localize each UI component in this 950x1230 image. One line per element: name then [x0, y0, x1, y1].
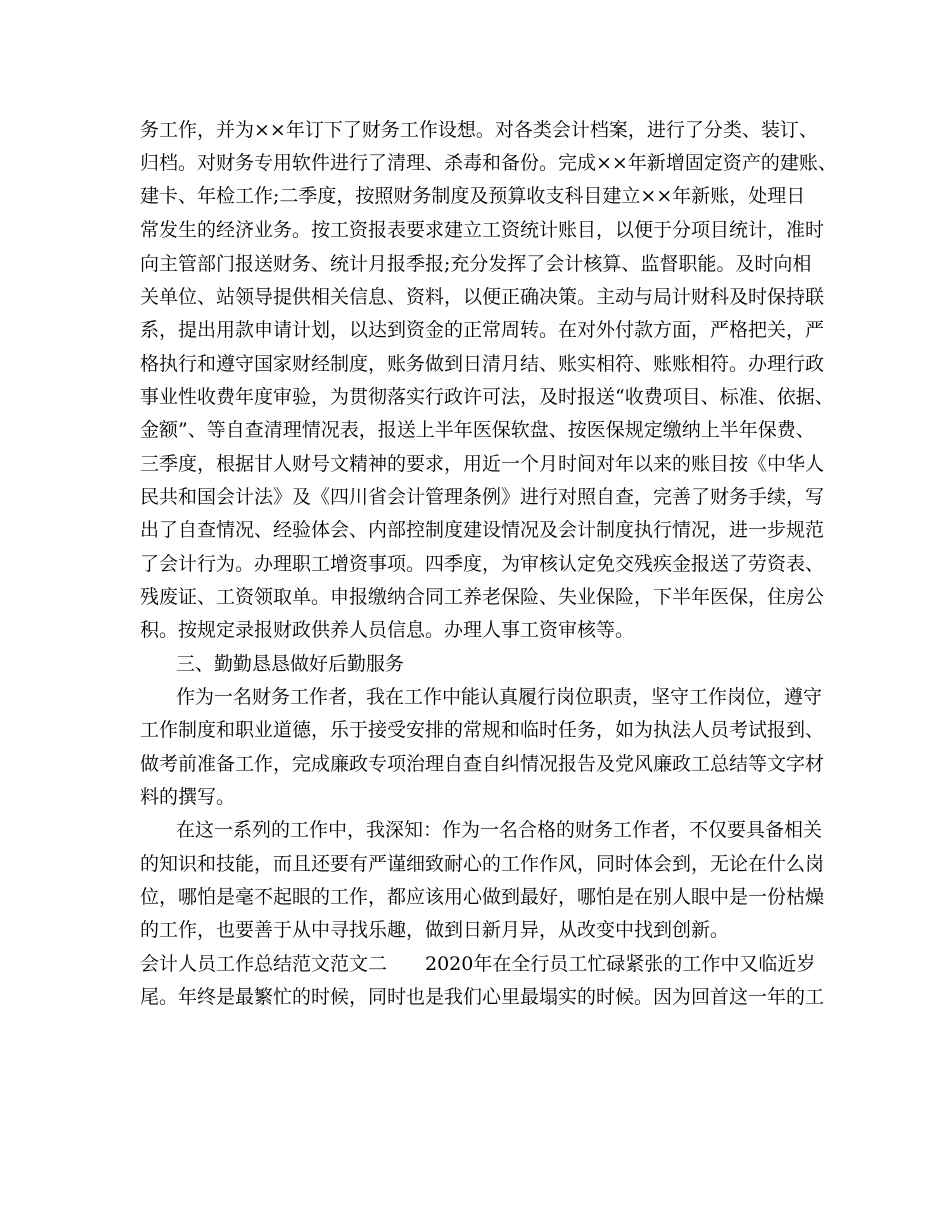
text-line: 关单位、站领导提供相关信息、资料，以便正确决策。主动与局计财科及时保持联 — [140, 286, 825, 308]
text-line: 位，哪怕是毫不起眼的工作，都应该用心做到最好，哪怕是在别人眼中是一份枯燥 — [140, 886, 825, 908]
text-line: 民共和国会计法》及《四川省会计管理条例》进行对照自查，完善了财务手续，写 — [140, 486, 825, 508]
text-line: 工作制度和职业道德，乐于接受安排的常规和临时任务，如为执法人员考试报到、 — [140, 719, 825, 741]
text-line: 了会计行为。办理职工增资事项。四季度，为审核认定免交残疾金报送了劳资表、 — [140, 553, 825, 575]
text-line: 建卡、年检工作;二季度，按照财务制度及预算收支科目建立××年新账，处理日 — [140, 185, 806, 207]
text-line: 的知识和技能，而且还要有严谨细致耐心的工作作风，同时体会到，无论在什么岗 — [140, 853, 825, 875]
text-line: 作为一名财务工作者，我在工作中能认真履行岗位职责，坚守工作岗位，遵守 — [176, 686, 823, 708]
text-line: 出了自查情况、经验体会、内部控制度建设情况及会计制度执行情况，进一步规范 — [140, 519, 825, 541]
text-line: 的工作，也要善于从中寻找乐趣，做到日新月异，从改变中找到创新。 — [140, 919, 730, 941]
text-line: 做考前准备工作，完成廉政专项治理自查自纠情况报告及党风廉政工总结等文字材 — [140, 753, 825, 775]
text-line: 常发生的经济业务。按工资报表要求建立工资统计账目，以便于分项目统计，准时 — [140, 219, 825, 241]
text-line: 归档。对财务专用软件进行了清理、杀毒和备份。完成××年新增固定资产的建账、 — [140, 152, 837, 174]
text-line: 会计人员工作总结范文范文二 2020年在全行员工忙碌紧张的工作中又临近岁 — [140, 953, 816, 975]
text-line: 事业性收费年度审验，为贯彻落实行政许可法，及时报送“收费项目、标准、依据、 — [140, 386, 834, 408]
text-line: 系，提出用款申请计划，以达到资金的正常周转。在对外付款方面，严格把关，严 — [140, 319, 825, 341]
text-line: 料的撰写。 — [140, 786, 236, 808]
text-line: 积。按规定录报财政供养人员信息。办理人事工资审核等。 — [140, 619, 635, 641]
text-line: 残废证、工资领取单。申报缴纳合同工养老保险、失业保险，下半年医保，住房公 — [140, 586, 825, 608]
text-line: 在这一系列的工作中，我深知：作为一名合格的财务工作者，不仅要具备相关 — [176, 819, 823, 841]
text-line: 三季度，根据甘人财号文精神的要求，用近一个月时间对年以来的账目按《中华人 — [140, 453, 825, 475]
text-line: 务工作，并为××年订下了财务工作设想。对各类会计档案，进行了分类、装订、 — [140, 119, 818, 141]
text-line: 金额”、等自查清理情况表，报送上半年医保软盘、按医保规定缴纳上半年保费、 — [140, 419, 815, 441]
text-line: 尾。年终是最繁忙的时候，同时也是我们心里最塌实的时候。因为回首这一年的工 — [140, 986, 825, 1008]
text-line: 向主管部门报送财务、统计月报季报;充分发挥了会计核算、监督职能。及时向相 — [140, 253, 812, 275]
section-heading: 三、勤勤恳恳做好后勤服务 — [176, 653, 405, 675]
text-line: 格执行和遵守国家财经制度，账务做到日清月结、账实相符、账账相符。办理行政 — [140, 353, 825, 375]
